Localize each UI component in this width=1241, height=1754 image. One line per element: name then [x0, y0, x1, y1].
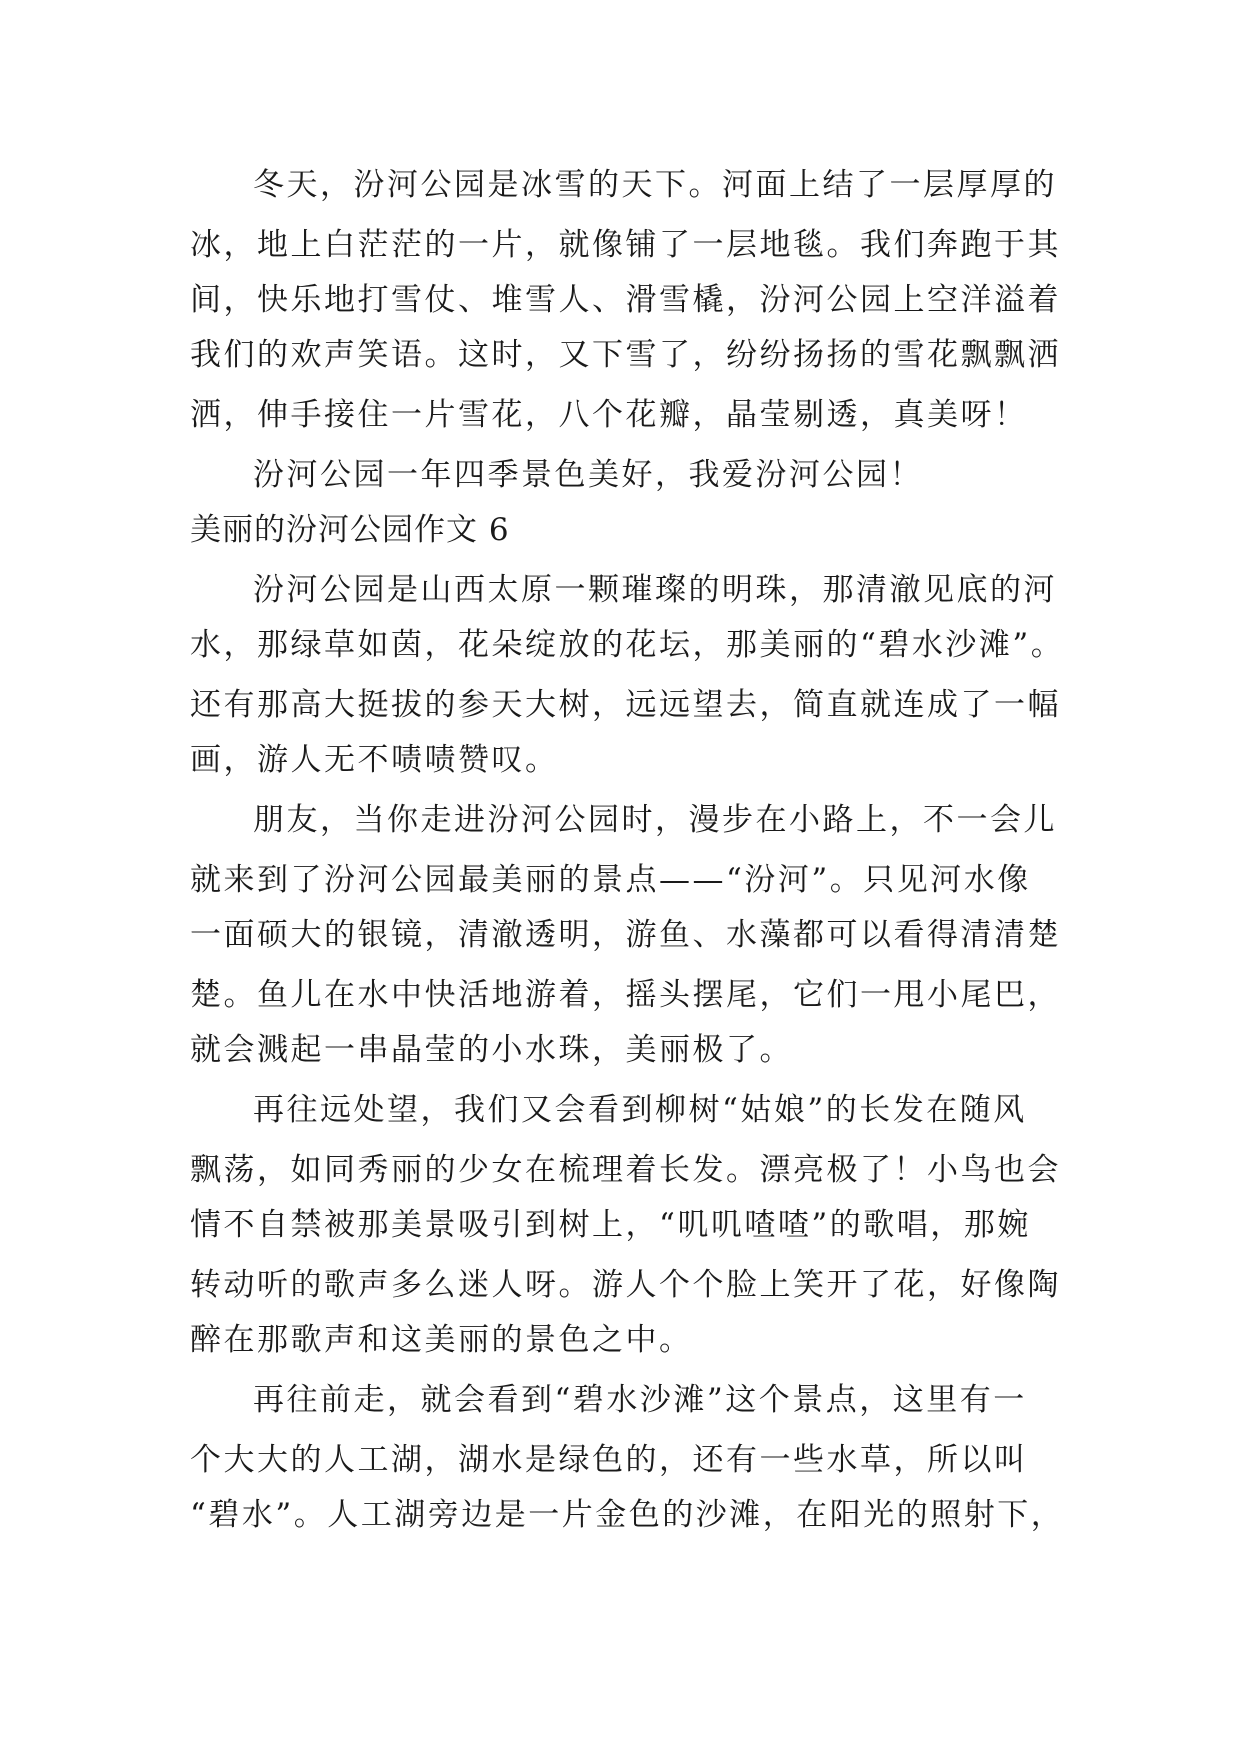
paragraph-4-line-1: 朋友，当你走进汾河公园时，漫步在小路上，不一会儿	[253, 802, 1057, 838]
paragraph-6-line-3: “碧水”。人工湖旁边是一片金色的沙滩，在阳光的照射下，	[190, 1497, 1065, 1533]
paragraph-2-line-1: 汾河公园一年四季景色美好，我爱汾河公园！	[253, 457, 923, 493]
paragraph-1-line-2: 冰，地上白茫茫的一片，就像铺了一层地毯。我们奔跑于其	[190, 227, 1061, 263]
paragraph-5-line-5: 醉在那歌声和这美丽的景色之中。	[190, 1322, 693, 1358]
paragraph-1-line-3: 间，快乐地打雪仗、堆雪人、滑雪橇，汾河公园上空洋溢着	[190, 282, 1061, 318]
paragraph-6-line-1: 再往前走，就会看到“碧水沙滩”这个景点，这里有一	[253, 1382, 1027, 1418]
paragraph-5-line-1: 再往远处望，我们又会看到柳树“姑娘”的长发在随风	[253, 1092, 1027, 1128]
paragraph-4-line-3: 一面硕大的银镜，清澈透明，游鱼、水藻都可以看得清清楚	[190, 917, 1061, 953]
paragraph-5-line-4: 转动听的歌声多么迷人呀。游人个个脸上笑开了花，好像陶	[190, 1267, 1061, 1303]
paragraph-5-line-3: 情不自禁被那美景吸引到树上，“叽叽喳喳”的歌唱，那婉	[190, 1207, 1031, 1243]
paragraph-4-line-2: 就来到了汾河公园最美丽的景点——“汾河”。只见河水像	[190, 862, 1031, 898]
paragraph-1-line-5: 洒，伸手接住一片雪花，八个花瓣，晶莹剔透，真美呀！	[190, 397, 1028, 433]
paragraph-4-line-5: 就会溅起一串晶莹的小水珠，美丽极了。	[190, 1032, 793, 1068]
paragraph-3-line-3: 还有那高大挺拔的参天大树，远远望去，简直就连成了一幅	[190, 687, 1061, 723]
paragraph-5-line-2: 飘荡，如同秀丽的少女在梳理着长发。漂亮极了！小鸟也会	[190, 1152, 1061, 1188]
paragraph-3-line-2: 水，那绿草如茵，花朵绽放的花坛，那美丽的“碧水沙滩”。	[190, 627, 1065, 663]
paragraph-4-line-4: 楚。鱼儿在水中快活地游着，摇头摆尾，它们一甩小尾巴，	[190, 977, 1061, 1013]
section-heading: 美丽的汾河公园作文 6	[190, 512, 510, 548]
paragraph-1-line-4: 我们的欢声笑语。这时，又下雪了，纷纷扬扬的雪花飘飘洒	[190, 337, 1061, 373]
paragraph-1-line-1: 冬天，汾河公园是冰雪的天下。河面上结了一层厚厚的	[253, 167, 1057, 203]
paragraph-6-line-2: 个大大的人工湖，湖水是绿色的，还有一些水草，所以叫	[190, 1442, 1028, 1478]
paragraph-3-line-4: 画，游人无不啧啧赞叹。	[190, 742, 559, 778]
paragraph-3-line-1: 汾河公园是山西太原一颗璀璨的明珠，那清澈见底的河	[253, 572, 1057, 608]
